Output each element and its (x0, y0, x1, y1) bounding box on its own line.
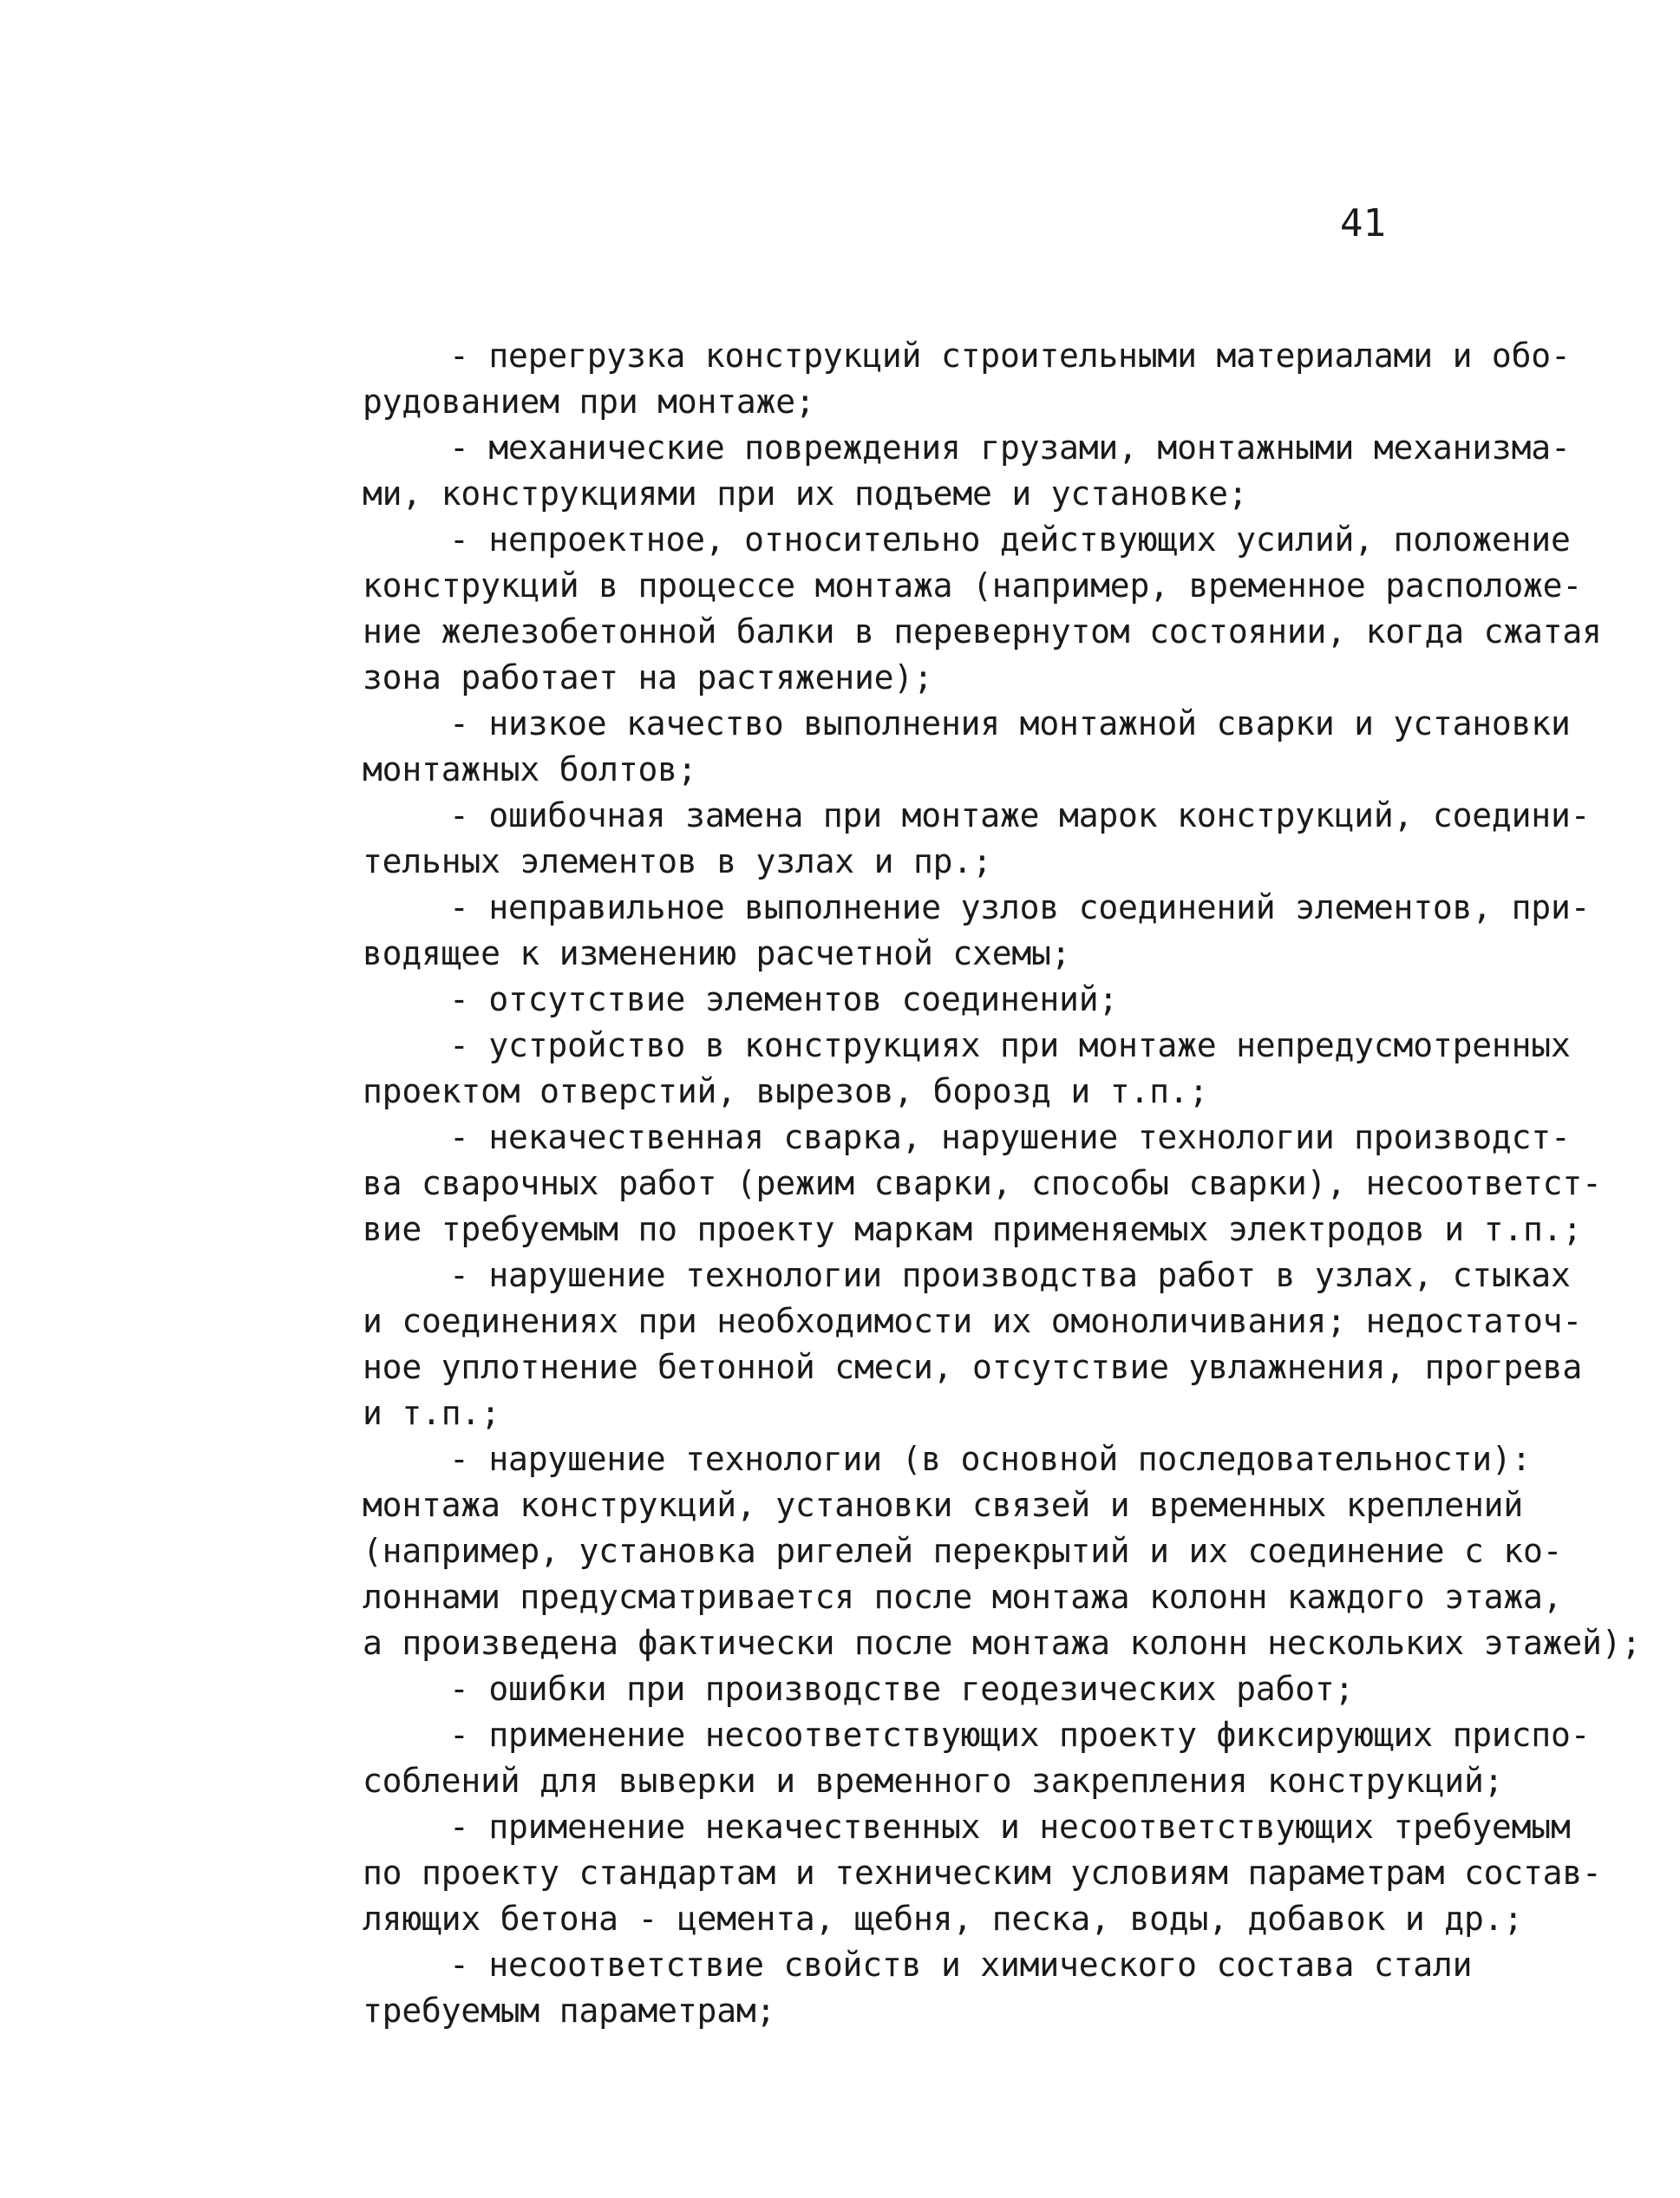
text-line: лоннами предусматривается после монтажа колонн каждого этажа, (363, 1578, 1563, 1616)
text-line: - отсутствие элементов соединений; (449, 980, 1119, 1018)
text-line: рудованием при монтаже; (363, 383, 815, 421)
text-line: - ошибочная замена при монтаже марок конструкций, соедини- (449, 796, 1591, 834)
text-line: и т.п.; (363, 1394, 500, 1432)
text-line: по проекту стандартам и техническим условиям параметрам состав- (363, 1854, 1602, 1892)
text-line: и соединениях при необходимости их омоноличивания; недостаточ- (363, 1302, 1583, 1340)
text-line: - нарушение технологии (в основной последовательности): (449, 1440, 1532, 1478)
text-line: - перегрузка конструкций строительными материалами и обо- (449, 337, 1571, 375)
text-line: - несоответствие свойств и химического состава стали (449, 1946, 1473, 1984)
text-line: ляющих бетона - цемента, щебня, песка, воды, добавок и др.; (363, 1900, 1523, 1938)
text-line: - применение некачественных и несоответствующих требуемым (449, 1808, 1571, 1846)
text-line: - применение несоответствующих проекту фиксирующих приспо- (449, 1716, 1591, 1754)
text-line: ва сварочных работ (режим сварки, способы сварки), несоответст- (363, 1164, 1602, 1202)
text-line: а произведена фактически после монтажа колонн нескольких этажей); (363, 1624, 1642, 1662)
text-line: - некачественная сварка, нарушение технологии производст- (449, 1118, 1571, 1156)
text-line: проектом отверстий, вырезов, борозд и т.п.; (363, 1072, 1209, 1110)
text-line: - механические повреждения грузами, монтажными механизма- (449, 428, 1571, 467)
text-line: - низкое качество выполнения монтажной сварки и установки (449, 704, 1571, 742)
text-line: вие требуемым по проекту маркам применяемых электродов и т.п.; (363, 1210, 1583, 1248)
text-line: зона работает на растяжение); (363, 658, 933, 697)
page-number: 41 (1340, 201, 1386, 245)
text-line: - непроектное, относительно действующих усилий, положение (449, 520, 1571, 559)
text-line: (например, установка ригелей перекрытий и их соединение с ко- (363, 1532, 1563, 1570)
text-line: ние железобетонной балки в перевернутом состоянии, когда сжатая (363, 612, 1602, 651)
text-line: соблений для выверки и временного закрепления конструкций; (363, 1762, 1504, 1800)
text-line: - ошибки при производстве геодезических работ; (449, 1670, 1355, 1708)
text-line: - неправильное выполнение узлов соединений элементов, при- (449, 888, 1591, 926)
text-line: монтажа конструкций, установки связей и временных креплений (363, 1486, 1523, 1524)
text-line: конструкций в процессе монтажа (например, временное расположе- (363, 566, 1583, 605)
text-line: монтажных болтов; (363, 750, 697, 788)
text-line: тельных элементов в узлах и пр.; (363, 842, 992, 880)
text-line: - устройство в конструкциях при монтаже непредусмотренных (449, 1026, 1571, 1064)
body-text (363, 333, 1642, 2034)
text-line: ное уплотнение бетонной смеси, отсутствие увлажнения, прогрева (363, 1348, 1583, 1386)
text-line: ми, конструкциями при их подъеме и установке; (363, 474, 1248, 513)
text-line: требуемым параметрам; (363, 1992, 776, 2030)
text-line: - нарушение технологии производства работ в узлах, стыках (449, 1256, 1571, 1294)
text-line: водящее к изменению расчетной схемы; (363, 934, 1071, 972)
